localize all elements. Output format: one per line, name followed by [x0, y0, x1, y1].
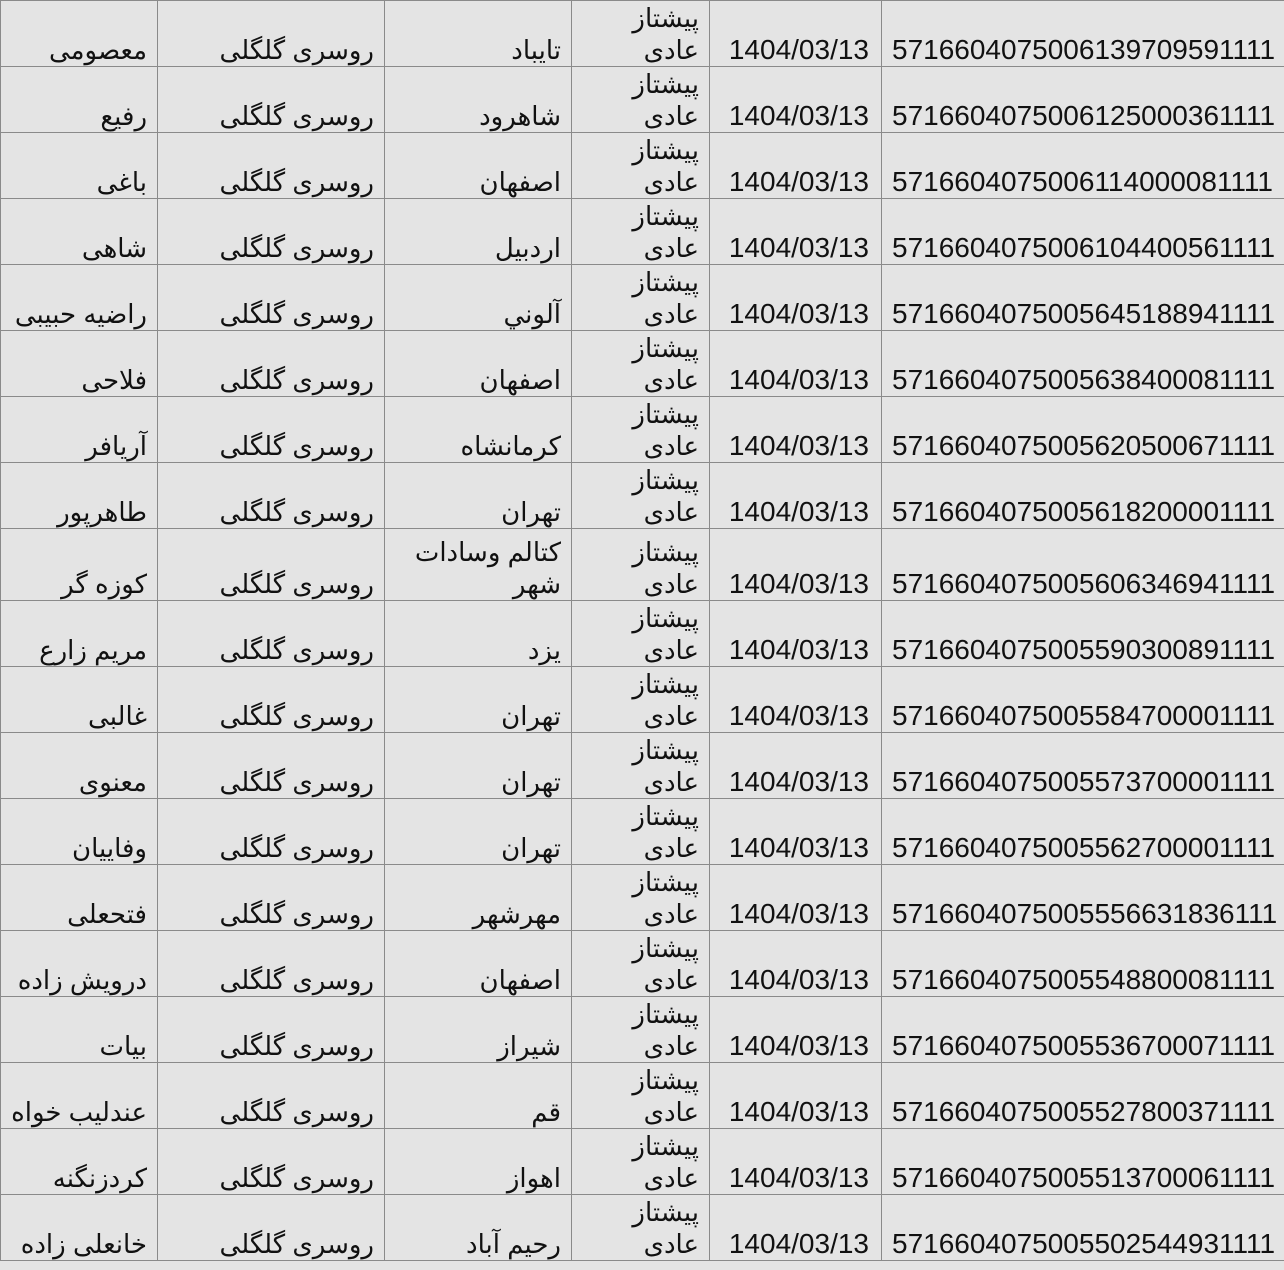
post-type-line2: عادی [643, 497, 699, 527]
city-cell: تهران [385, 463, 572, 529]
city-cell: کتالم وسادات شهر [385, 529, 572, 601]
post-type-line2: عادی [643, 569, 699, 599]
product-cell: روسری گلگلی [158, 397, 385, 463]
city-cell: تهران [385, 733, 572, 799]
post-type-line2: عادی [643, 1229, 699, 1259]
post-type-cell [572, 529, 710, 601]
date-cell: 1404/03/13 [710, 1, 882, 67]
product-cell: روسری گلگلی [158, 199, 385, 265]
city-cell: قم [385, 1063, 572, 1129]
post-type-cell [572, 601, 710, 667]
post-type-line1: پیشتاز [632, 399, 699, 429]
post-type-line1: پیشتاز [632, 933, 699, 963]
tracking-code-cell: 5716604075005556631836111 [882, 865, 1284, 931]
date-cell: 1404/03/13 [710, 997, 882, 1063]
tracking-code-cell: 5716604075005620500671111 [882, 397, 1284, 463]
post-type-line1: پیشتاز [632, 537, 699, 567]
tracking-code-cell: 5716604075005562700001111 [882, 799, 1284, 865]
post-type-line2: عادی [643, 635, 699, 665]
date-cell: 1404/03/13 [710, 397, 882, 463]
recipient-name-cell: فتحعلی [1, 865, 158, 931]
table-row [1, 1129, 1284, 1195]
post-type-cell [572, 463, 710, 529]
product-cell: روسری گلگلی [158, 1063, 385, 1129]
date-cell: 1404/03/13 [710, 529, 882, 601]
recipient-name-cell: درویش زاده [1, 931, 158, 997]
table-row [1, 199, 1284, 265]
city-cell: یزد [385, 601, 572, 667]
tracking-code-cell: 5716604075006104400561111 [882, 199, 1284, 265]
table-row [1, 931, 1284, 997]
date-cell: 1404/03/13 [710, 1129, 882, 1195]
date-cell: 1404/03/13 [710, 1195, 882, 1261]
recipient-name-cell: غالبی [1, 667, 158, 733]
city-cell: شاهرود [385, 67, 572, 133]
tracking-code-cell: 5716604075005502544931111 [882, 1195, 1284, 1261]
date-cell: 1404/03/13 [710, 733, 882, 799]
table-row [1, 67, 1284, 133]
tracking-code-cell: 5716604075005513700061111 [882, 1129, 1284, 1195]
post-type-line1: پیشتاز [632, 135, 699, 165]
date-cell: 1404/03/13 [710, 265, 882, 331]
post-type-cell [572, 1195, 710, 1261]
post-type-cell [572, 199, 710, 265]
post-type-line1: پیشتاز [632, 603, 699, 633]
date-cell: 1404/03/13 [710, 133, 882, 199]
city-cell: رحیم آباد [385, 1195, 572, 1261]
post-type-cell [572, 865, 710, 931]
post-type-line2: عادی [643, 767, 699, 797]
city-cell: تایباد [385, 1, 572, 67]
product-cell: روسری گلگلی [158, 331, 385, 397]
recipient-name-cell: رفیع [1, 67, 158, 133]
table-body [1, 1, 1284, 1261]
post-type-line1: پیشتاز [632, 669, 699, 699]
tracking-code-cell: 5716604075005536700071111 [882, 997, 1284, 1063]
tracking-code-cell: 5716604075005618200001111 [882, 463, 1284, 529]
post-type-cell [572, 397, 710, 463]
post-type-line2: عادی [643, 167, 699, 197]
city-cell: اهواز [385, 1129, 572, 1195]
tracking-code-cell: 5716604075005548800081111 [882, 931, 1284, 997]
city-cell: اصفهان [385, 133, 572, 199]
date-cell: 1404/03/13 [710, 865, 882, 931]
recipient-name-cell: عندلیب خواه [1, 1063, 158, 1129]
product-cell: روسری گلگلی [158, 1195, 385, 1261]
product-cell: روسری گلگلی [158, 931, 385, 997]
recipient-name-cell: کوزه گر [1, 529, 158, 601]
post-type-cell [572, 997, 710, 1063]
city-cell: شیراز [385, 997, 572, 1063]
post-type-line1: پیشتاز [632, 69, 699, 99]
post-type-cell [572, 67, 710, 133]
product-cell: روسری گلگلی [158, 997, 385, 1063]
post-type-line2: عادی [643, 431, 699, 461]
table-row [1, 997, 1284, 1063]
recipient-name-cell: معنوی [1, 733, 158, 799]
post-type-cell [572, 931, 710, 997]
date-cell: 1404/03/13 [710, 463, 882, 529]
table-row [1, 397, 1284, 463]
post-type-line1: پیشتاز [632, 267, 699, 297]
post-type-cell [572, 1129, 710, 1195]
product-cell: روسری گلگلی [158, 1129, 385, 1195]
post-type-line2: عادی [643, 701, 699, 731]
post-type-cell [572, 265, 710, 331]
city-cell: تهران [385, 799, 572, 865]
tracking-code-cell: 5716604075005527800371111 [882, 1063, 1284, 1129]
recipient-name-cell: مریم زارع [1, 601, 158, 667]
table-row [1, 799, 1284, 865]
post-type-line1: پیشتاز [632, 1065, 699, 1095]
product-cell: روسری گلگلی [158, 529, 385, 601]
post-type-line2: عادی [643, 965, 699, 995]
recipient-name-cell: بیات [1, 997, 158, 1063]
table-row [1, 1063, 1284, 1129]
city-cell: اصفهان [385, 331, 572, 397]
tracking-code-cell: 5716604075005584700001111 [882, 667, 1284, 733]
post-type-line1: پیشتاز [632, 201, 699, 231]
post-type-cell [572, 1063, 710, 1129]
table-row [1, 529, 1284, 601]
recipient-name-cell: راضیه حبیبی [1, 265, 158, 331]
product-cell: روسری گلگلی [158, 133, 385, 199]
post-type-line2: عادی [643, 1031, 699, 1061]
post-type-line1: پیشتاز [632, 867, 699, 897]
recipient-name-cell: کردزنگنه [1, 1129, 158, 1195]
post-type-line2: عادی [643, 365, 699, 395]
post-type-line2: عادی [643, 1163, 699, 1193]
product-cell: روسری گلگلی [158, 865, 385, 931]
post-type-cell [572, 799, 710, 865]
table-row [1, 865, 1284, 931]
table-row [1, 265, 1284, 331]
tracking-code-cell: 5716604075005590300891111 [882, 601, 1284, 667]
product-cell: روسری گلگلی [158, 733, 385, 799]
post-type-line1: پیشتاز [632, 801, 699, 831]
post-type-line1: پیشتاز [632, 1131, 699, 1161]
post-type-cell [572, 133, 710, 199]
recipient-name-cell: طاهرپور [1, 463, 158, 529]
tracking-code-cell: 5716604075005573700001111 [882, 733, 1284, 799]
post-type-cell [572, 733, 710, 799]
date-cell: 1404/03/13 [710, 331, 882, 397]
post-type-line1: پیشتاز [632, 465, 699, 495]
date-cell: 1404/03/13 [710, 799, 882, 865]
city-cell: مهرشهر [385, 865, 572, 931]
post-type-line2: عادی [643, 833, 699, 863]
date-cell: 1404/03/13 [710, 199, 882, 265]
post-type-cell [572, 667, 710, 733]
post-type-line2: عادی [643, 233, 699, 263]
product-cell: روسری گلگلی [158, 463, 385, 529]
post-type-line1: پیشتاز [632, 999, 699, 1029]
product-cell: روسری گلگلی [158, 799, 385, 865]
table-row [1, 1195, 1284, 1261]
recipient-name-cell: وفاییان [1, 799, 158, 865]
table-row [1, 667, 1284, 733]
product-cell: روسری گلگلی [158, 667, 385, 733]
city-cell: اصفهان [385, 931, 572, 997]
date-cell: 1404/03/13 [710, 601, 882, 667]
city-cell: آلوني [385, 265, 572, 331]
post-type-line2: عادی [643, 1097, 699, 1127]
tracking-code-cell: 5716604075005645188941111 [882, 265, 1284, 331]
recipient-name-cell: معصومی [1, 1, 158, 67]
post-type-line1: پیشتاز [632, 333, 699, 363]
recipient-name-cell: باغی [1, 133, 158, 199]
post-type-cell [572, 331, 710, 397]
tracking-code-cell: 5716604075005638400081111 [882, 331, 1284, 397]
post-type-line1: پیشتاز [632, 735, 699, 765]
post-type-line2: عادی [643, 101, 699, 131]
product-cell: روسری گلگلی [158, 1, 385, 67]
date-cell: 1404/03/13 [710, 67, 882, 133]
post-type-line2: عادی [643, 899, 699, 929]
date-cell: 1404/03/13 [710, 1063, 882, 1129]
table-row [1, 463, 1284, 529]
table-row [1, 1, 1284, 67]
recipient-name-cell: خانعلی زاده [1, 1195, 158, 1261]
date-cell: 1404/03/13 [710, 667, 882, 733]
post-type-line1: پیشتاز [632, 1197, 699, 1227]
city-cell: کرمانشاه [385, 397, 572, 463]
post-type-cell [572, 1, 710, 67]
recipient-name-cell: آریافر [1, 397, 158, 463]
product-cell: روسری گلگلی [158, 601, 385, 667]
post-type-line1: پیشتاز [632, 3, 699, 33]
tracking-code-cell: 5716604075006139709591111 [882, 1, 1284, 67]
city-cell: اردبیل [385, 199, 572, 265]
tracking-code-cell: 5716604075006125000361111 [882, 67, 1284, 133]
table-row [1, 733, 1284, 799]
table-row [1, 601, 1284, 667]
table-row [1, 133, 1284, 199]
tracking-code-cell: 5716604075005606346941111 [882, 529, 1284, 601]
product-cell: روسری گلگلی [158, 265, 385, 331]
post-type-line2: عادی [643, 299, 699, 329]
tracking-code-cell: 5716604075006114000081111 [882, 133, 1284, 199]
date-cell: 1404/03/13 [710, 931, 882, 997]
table-row [1, 331, 1284, 397]
product-cell: روسری گلگلی [158, 67, 385, 133]
recipient-name-cell: فلاحی [1, 331, 158, 397]
recipient-name-cell: شاهی [1, 199, 158, 265]
post-type-line2: عادی [643, 35, 699, 65]
city-cell: تهران [385, 667, 572, 733]
